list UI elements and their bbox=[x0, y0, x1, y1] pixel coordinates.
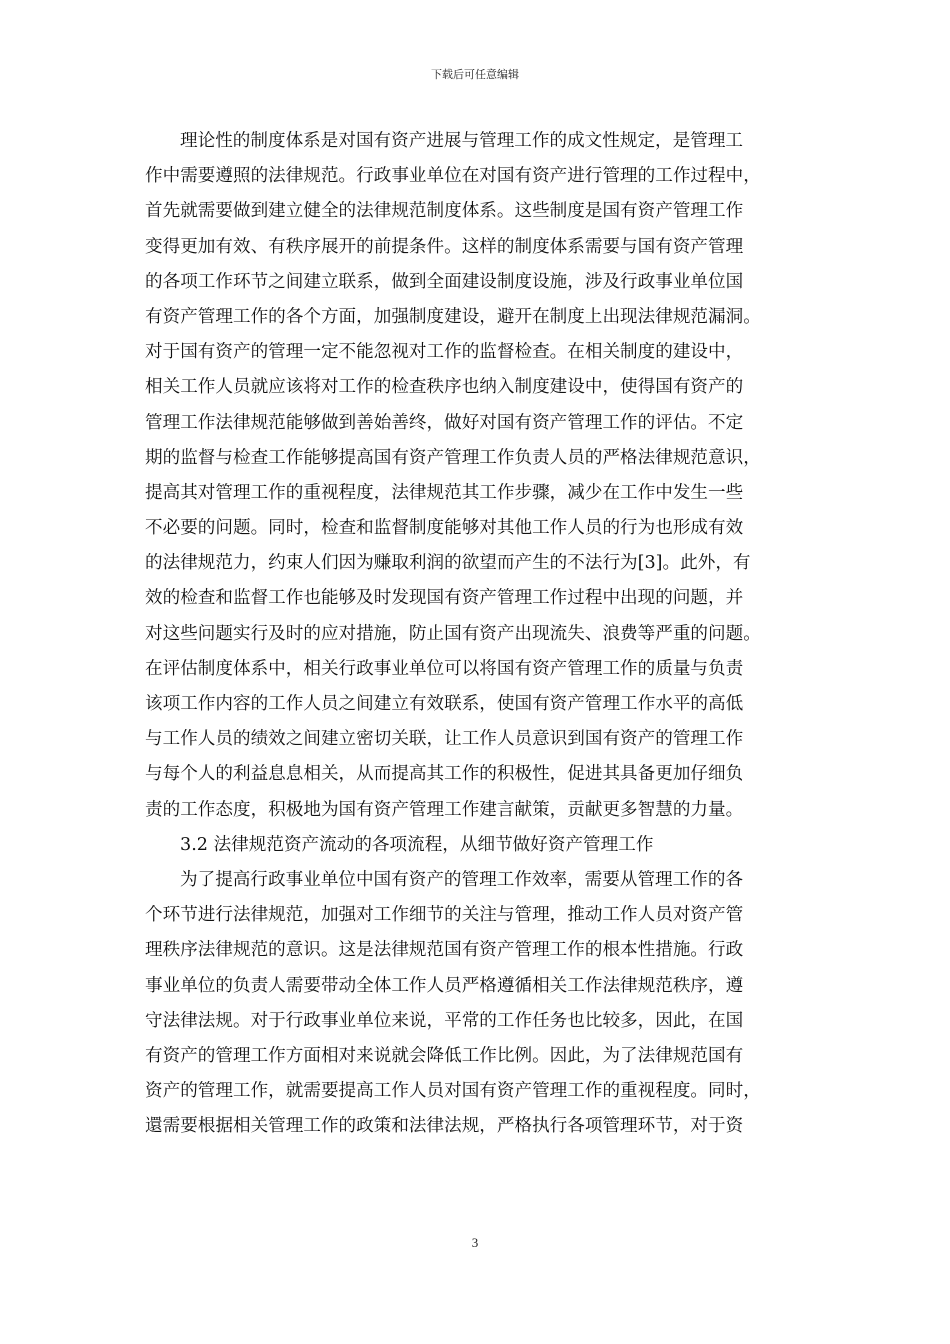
paragraph-line: 相关工作人员就应该将对工作的检查秩序也纳入制度建设中，使得国有资产的 bbox=[145, 377, 744, 398]
paragraph-line: 有资产的管理工作方面相对来说就会降低工作比例。因此，为了法律规范国有 bbox=[145, 1045, 744, 1066]
page-header: 下载后可任意编辑 bbox=[431, 68, 519, 81]
paragraph-line: 的法律规范力，约束人们因为赚取利润的欲望而产生的不法行为[3]。此外，有 bbox=[145, 553, 751, 574]
paragraph-line: 期的监督与检查工作能够提高国有资产管理工作负责人员的严格法律规范意识， bbox=[145, 447, 761, 468]
section-heading: 3.2 法律规范资产流动的各项流程，从细节做好资产管理工作 bbox=[180, 834, 654, 855]
paragraph-line: 效的检查和监督工作也能够及时发现国有资产管理工作过程中出现的问题，并 bbox=[145, 588, 744, 609]
paragraph-line: 提高其对管理工作的重视程度，法律规范其工作步骤，减少在工作中发生一些 bbox=[145, 482, 744, 503]
paragraph-line: 变得更加有效、有秩序展开的前提条件。这样的制度体系需要与国有资产管理 bbox=[145, 236, 744, 257]
paragraph-line: 事业单位的负责人需要带动全体工作人员严格遵循相关工作法律规范秩序，遵 bbox=[145, 975, 744, 996]
paragraph-line: 理论性的制度体系是对国有资产进展与管理工作的成文性规定，是管理工 bbox=[180, 131, 744, 151]
paragraph-line: 首先就需要做到建立健全的法律规范制度体系。这些制度是国有资产管理工作 bbox=[145, 201, 744, 222]
paragraph-line: 对这些问题实行及时的应对措施，防止国有资产出现流失、浪费等严重的问题。 bbox=[145, 623, 761, 644]
paragraph-line: 還需要根据相关管理工作的政策和法律法规，严格执行各项管理环节，对于资 bbox=[145, 1116, 744, 1137]
page-number: 3 bbox=[471, 1235, 479, 1250]
paragraph-line: 对于国有资产的管理一定不能忽视对工作的监督检查。在相关制度的建设中， bbox=[145, 342, 744, 363]
paragraph-line: 个环节进行法律规范，加强对工作细节的关注与管理，推动工作人员对资产管 bbox=[145, 905, 744, 926]
paragraph-line: 作中需要遵照的法律规范。行政事业单位在对国有资产进行管理的工作过程中， bbox=[145, 166, 761, 187]
paragraph-line: 为了提高行政事业单位中国有资产的管理工作效率，需要从管理工作的各 bbox=[180, 869, 744, 890]
paragraph-line: 的各项工作环节之间建立联系，做到全面建设制度设施，涉及行政事业单位国 bbox=[145, 271, 744, 292]
paragraph-line: 管理工作法律规范能够做到善始善终，做好对国有资产管理工作的评估。不定 bbox=[145, 412, 744, 433]
paragraph-line: 该项工作内容的工作人员之间建立有效联系，使国有资产管理工作水平的高低 bbox=[145, 694, 744, 714]
paragraph-line: 不必要的问题。同时，检查和监督制度能够对其他工作人员的行为也形成有效 bbox=[145, 518, 744, 539]
paragraph-line: 理秩序法律规范的意识。这是法律规范国有资产管理工作的根本性措施。行政 bbox=[145, 940, 744, 961]
paragraph-line: 与每个人的利益息息相关，从而提高其工作的积极性，促进其具备更加仔细负 bbox=[145, 764, 744, 785]
paragraph-line: 守法律法规。对于行政事业单位来说，平常的工作任务也比较多，因此，在国 bbox=[145, 1010, 744, 1031]
paragraph-line: 资产的管理工作，就需要提高工作人员对国有资产管理工作的重视程度。同时， bbox=[145, 1081, 761, 1102]
paragraph-line: 有资产管理工作的各个方面，加强制度建设，避开在制度上出现法律规范漏洞。 bbox=[145, 306, 761, 327]
paragraph-line: 在评估制度体系中，相关行政事业单位可以将国有资产管理工作的质量与负责 bbox=[145, 658, 744, 679]
paragraph-line: 与工作人员的绩效之间建立密切关联，让工作人员意识到国有资产的管理工作 bbox=[145, 729, 744, 750]
paragraph-line: 责的工作态度，积极地为国有资产管理工作建言献策，贡献更多智慧的力量。 bbox=[145, 799, 744, 820]
body-text bbox=[145, 124, 805, 1144]
